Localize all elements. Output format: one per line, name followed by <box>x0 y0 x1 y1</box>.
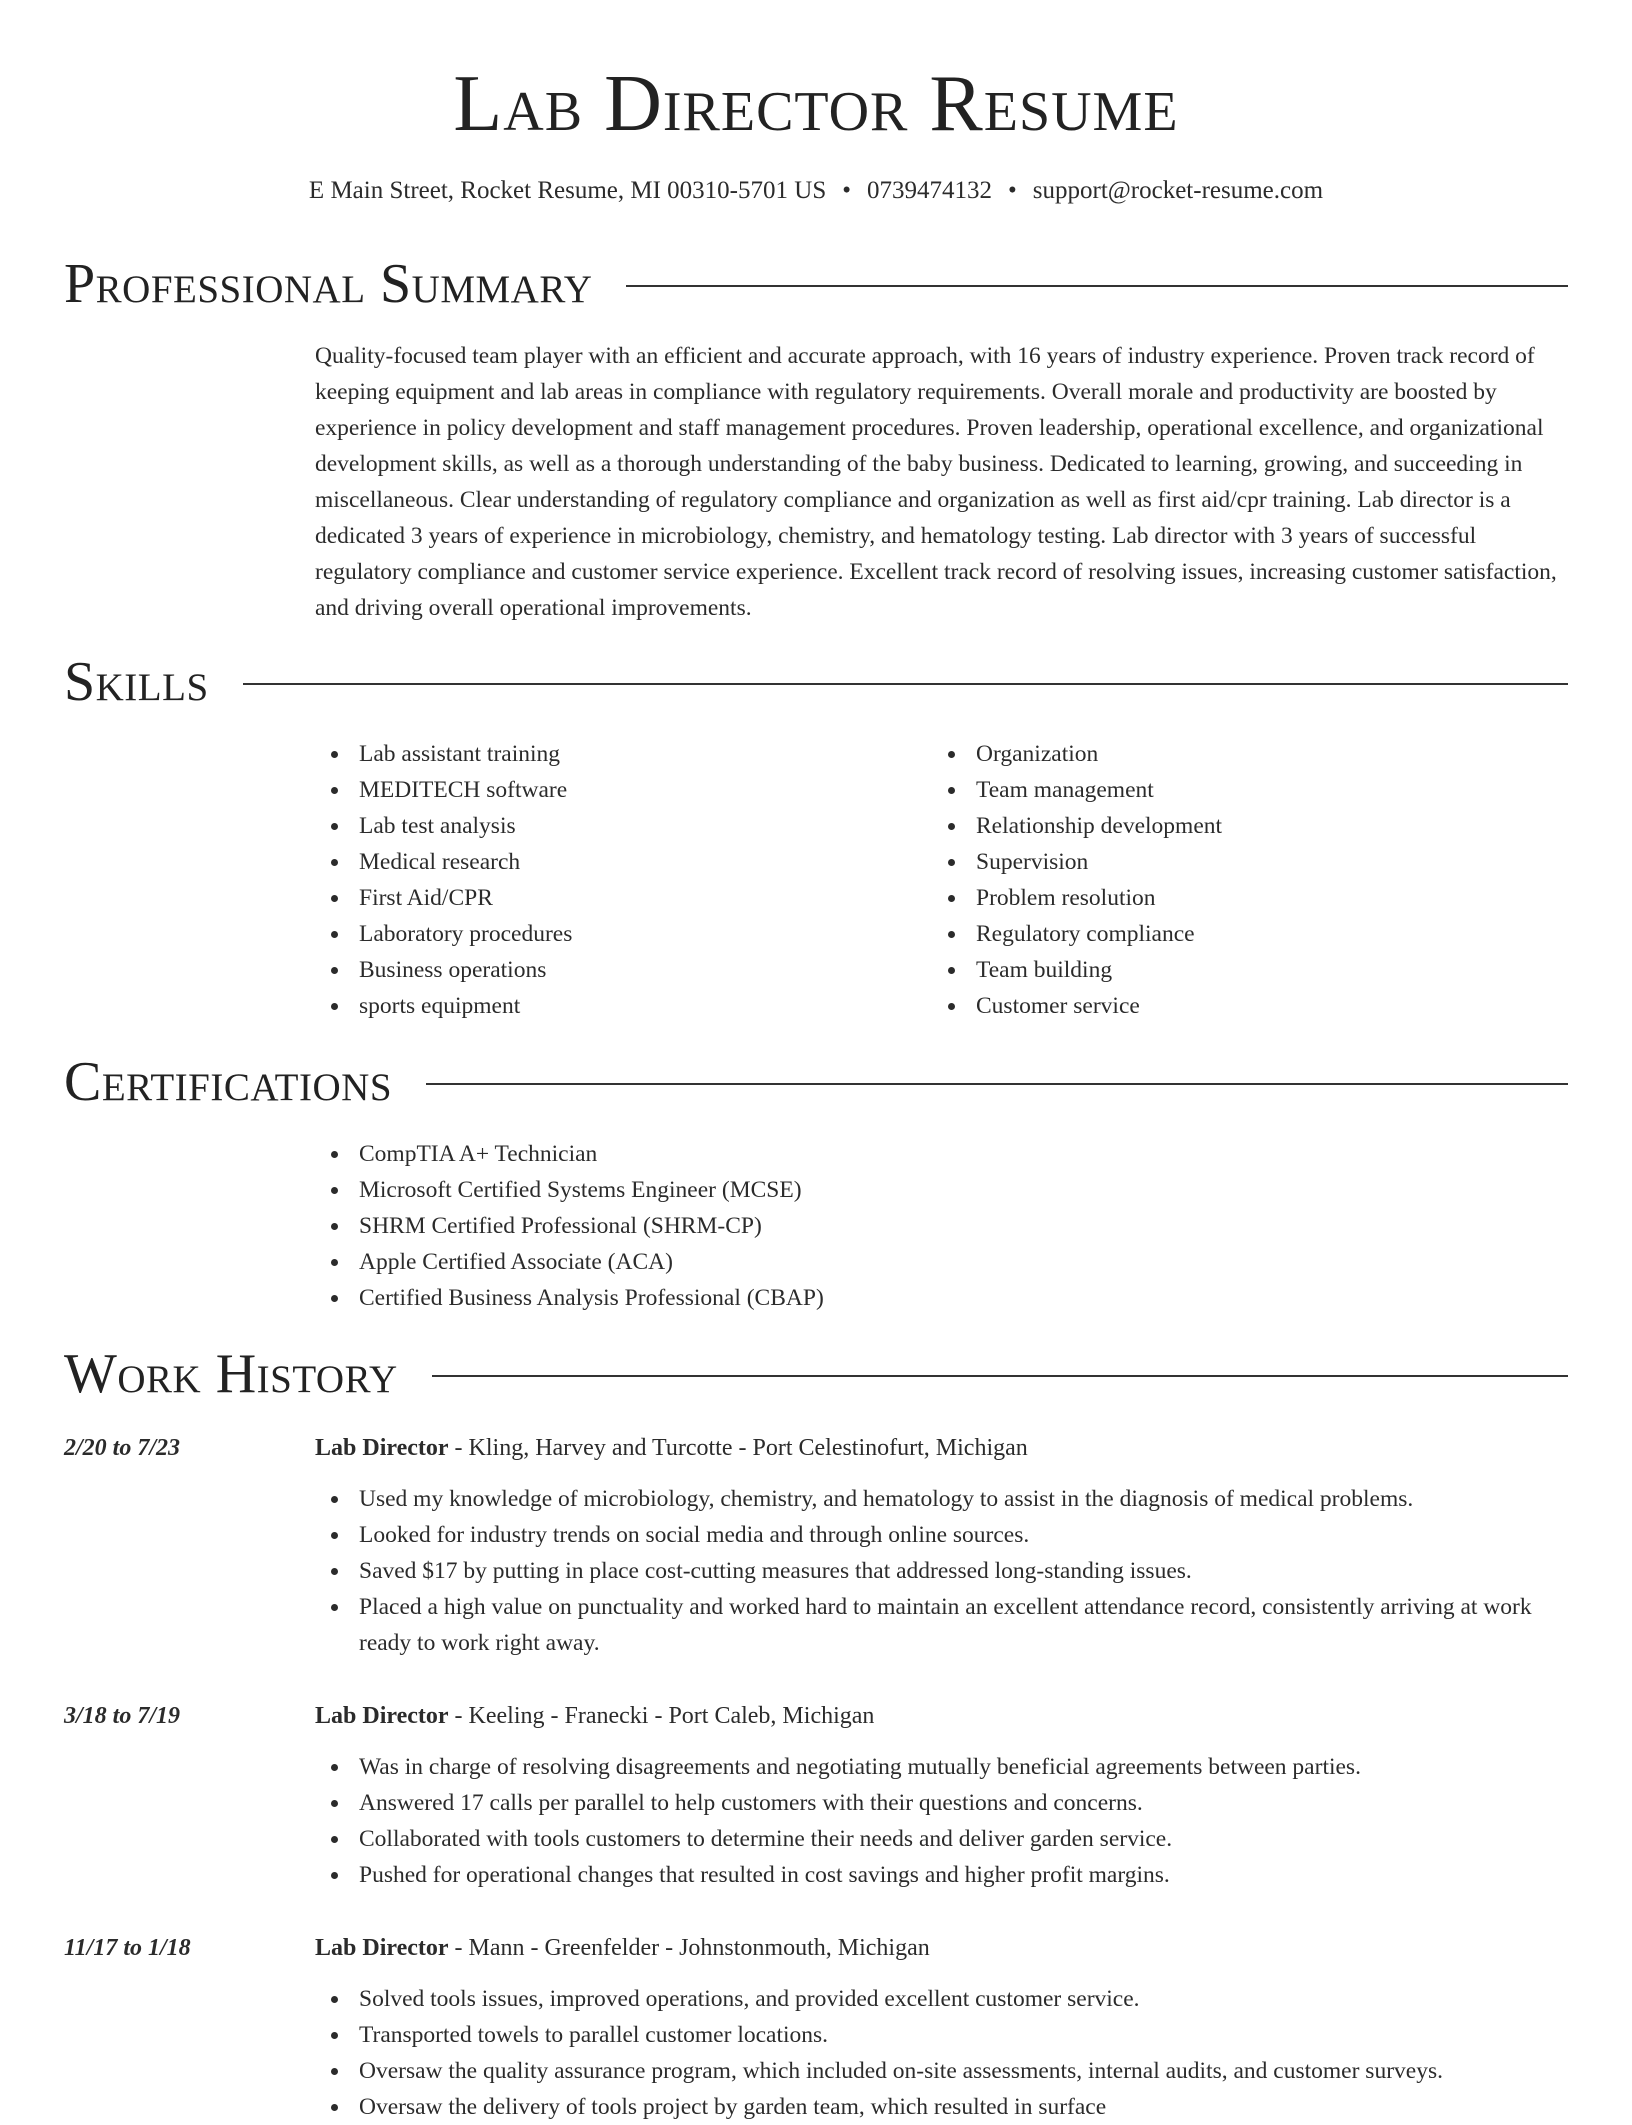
skill-item: Problem resolution <box>932 880 1552 916</box>
skill-item: First Aid/CPR <box>315 880 915 916</box>
job-heading <box>315 1930 1567 1966</box>
contact-line <box>0 174 1632 208</box>
certification-item: Apple Certified Associate (ACA) <box>315 1244 1567 1280</box>
job-duties-list <box>315 1481 1555 1661</box>
section-divider <box>432 1375 1568 1377</box>
job-duty: Looked for industry trends on social media and through online sources. <box>315 1517 1555 1553</box>
job-dates: 11/17 to 1/18 <box>64 1935 191 1961</box>
skill-item: MEDITECH software <box>315 772 915 808</box>
contact-separator: • <box>1008 177 1017 204</box>
skill-item: Business operations <box>315 952 915 988</box>
skill-item: Laboratory procedures <box>315 916 915 952</box>
phone-text: 0739474132 <box>867 177 992 204</box>
job-heading <box>315 1698 1567 1734</box>
job-employer: - Keeling - Franecki - Port Caleb, Michigan <box>448 1703 875 1729</box>
job-title: Lab Director <box>315 1703 449 1729</box>
job-duty: Was in charge of resolving disagreements and negotiating mutually beneficial agreements between parties. <box>315 1749 1555 1785</box>
address-text: E Main Street, Rocket Resume, MI 00310-5701 US <box>308 177 827 204</box>
job-duties-list <box>315 1749 1555 1893</box>
email-link[interactable]: support@rocket-resume.com <box>1032 177 1324 204</box>
job-duty: Transported towels to parallel customer locations. <box>315 2017 1555 2053</box>
job-duty: Oversaw the delivery of tools project by garden team, which resulted in surface <box>315 2089 1555 2125</box>
skills-list-right <box>932 736 1552 1024</box>
job-heading <box>315 1430 1567 1466</box>
section-divider <box>243 683 1568 685</box>
job-dates: 3/18 to 7/19 <box>64 1703 181 1729</box>
skill-item: Lab assistant training <box>315 736 915 772</box>
certification-item: Certified Business Analysis Professional (CBAP) <box>315 1280 1567 1316</box>
section-divider <box>426 1083 1568 1085</box>
summary-section-title: Professional Summary <box>64 253 593 315</box>
job-duty: Used my knowledge of microbiology, chemistry, and hematology to assist in the diagnosis of medical problems. <box>315 1481 1555 1517</box>
certification-item: CompTIA A+ Technician <box>315 1136 1567 1172</box>
job-duty: Answered 17 calls per parallel to help customers with their questions and concerns. <box>315 1785 1555 1821</box>
skill-item: Lab test analysis <box>315 808 915 844</box>
skill-item: Team building <box>932 952 1552 988</box>
job-title: Lab Director <box>315 1435 449 1461</box>
job-duties-list <box>315 1981 1555 2125</box>
skill-item: Medical research <box>315 844 915 880</box>
job-employer: - Kling, Harvey and Turcotte - Port Celestinofurt, Michigan <box>448 1435 1028 1461</box>
work-history-section-header <box>64 1342 1568 1406</box>
certifications-section-header <box>64 1050 1568 1114</box>
skill-item: Team management <box>932 772 1552 808</box>
job-duty: Saved $17 by putting in place cost-cutting measures that addressed long-standing issues. <box>315 1553 1555 1589</box>
skill-item: Organization <box>932 736 1552 772</box>
skills-list-left <box>315 736 915 1024</box>
page-title: Lab Director Resume <box>453 60 1179 148</box>
job-duty: Collaborated with tools customers to determine their needs and deliver garden service. <box>315 1821 1555 1857</box>
skill-item: Customer service <box>932 988 1552 1024</box>
skill-item: Relationship development <box>932 808 1552 844</box>
job-title: Lab Director <box>315 1935 449 1961</box>
contact-separator: • <box>842 177 851 204</box>
certification-item: SHRM Certified Professional (SHRM-CP) <box>315 1208 1567 1244</box>
job-duty: Pushed for operational changes that resulted in cost savings and higher profit margins. <box>315 1857 1555 1893</box>
certifications-list <box>315 1136 1567 1316</box>
job-duty: Placed a high value on punctuality and worked hard to maintain an excellent attendance record, consistently arriving at work ready to work right away. <box>315 1589 1555 1661</box>
skills-section-title: Skills <box>64 651 209 713</box>
job-duty: Oversaw the quality assurance program, which included on-site assessments, internal audits, and customer surveys. <box>315 2053 1555 2089</box>
job-employer: - Mann - Greenfelder - Johnstonmouth, Michigan <box>448 1935 930 1961</box>
skill-item: Supervision <box>932 844 1552 880</box>
skills-section-header <box>64 650 1568 714</box>
section-divider <box>626 285 1568 287</box>
certification-item: Microsoft Certified Systems Engineer (MCSE) <box>315 1172 1567 1208</box>
job-duty: Solved tools issues, improved operations, and provided excellent customer service. <box>315 1981 1555 2017</box>
summary-section-header <box>64 252 1568 316</box>
job-dates: 2/20 to 7/23 <box>64 1435 181 1461</box>
summary-text: Quality-focused team player with an efficient and accurate approach, with 16 years of industry experience. Proven track record of keeping equipment and lab areas in compliance with regulatory requirements. Overall morale and productivity are boosted by experience in policy development and staff management procedures. Proven leadership, operational excellence, and organizational development skills, as well as a thorough understanding of the baby business. Dedicated to learning, growing, and succeeding in miscellaneous. Clear understanding of regulatory compliance and organization as well as first aid/cpr training. Lab director is a dedicated 3 years of experience in microbiology, chemistry, and hematology testing. Lab director with 3 years of successful regulatory compliance and customer service experience. Excellent track record of resolving issues, increasing customer satisfaction, and driving overall operational improvements. <box>315 343 1557 621</box>
skill-item: Regulatory compliance <box>932 916 1552 952</box>
work-history-section-title: Work History <box>64 1343 398 1405</box>
certifications-section-title: Certifications <box>64 1051 393 1113</box>
skill-item: sports equipment <box>315 988 915 1024</box>
